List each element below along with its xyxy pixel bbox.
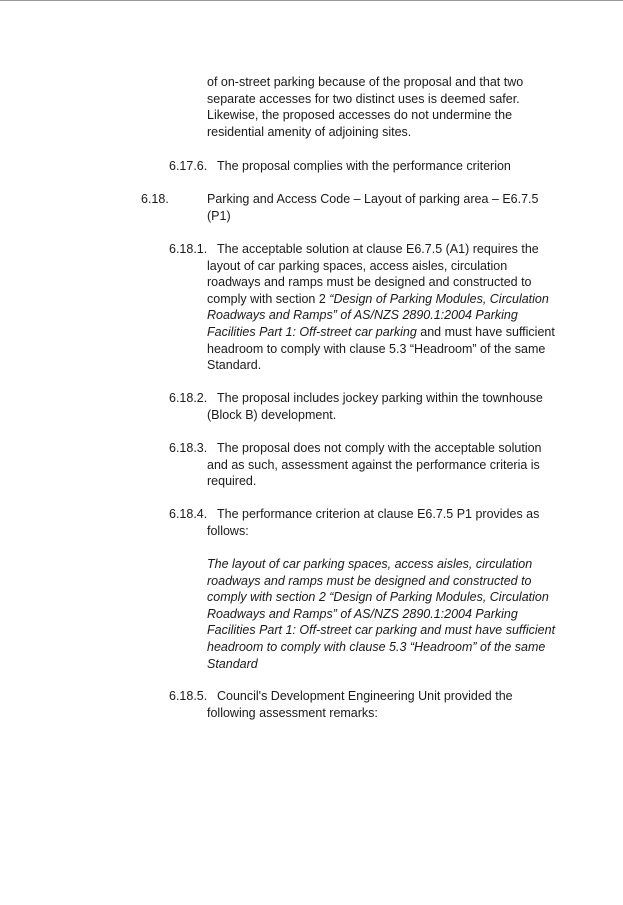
item-number: 6.18.5. — [169, 689, 208, 703]
quoted-criterion: The layout of car parking spaces, access aisles, circulation roadways and ramps must be designed and constructed to comply with section 2 “Design of Parking Modules, Circulation Roadways and Ramps” of AS/NZS 2890.1:2004 Parking Facilities Part 1: Off-street car parking and must have sufficient headroom to comply with clause 5.3 “Headroom” of the same Standard — [207, 557, 556, 671]
item-number: 6.17.6. — [169, 159, 208, 173]
item-text — [207, 241, 557, 374]
section-heading: Parking and Access Code – Layout of parking area – E6.7.5 (P1) — [207, 192, 539, 223]
section-number: 6.18. — [141, 192, 169, 206]
item-text-part: and must have sufficient headroom to comply with clause 5.3 “Headroom” of the same Standard. — [207, 324, 555, 373]
item-number: 6.18.1. — [169, 242, 208, 256]
item-number: 6.18.2. — [169, 391, 208, 405]
continuation-paragraph: of on-street parking because of the proposal and that two separate accesses for two distinct uses is deemed safer. Likewise, the proposed accesses do not undermine the residential amenity of adjoining sites. — [207, 75, 524, 139]
item-text: The proposal does not comply with the acceptable solution and as such, assessment against the performance criteria is required. — [207, 441, 542, 489]
standard-title: “Design of Parking Modules, Circulation Roadways and Ramps” of AS/NZS 2890.1:2004 Parking Facilities Part 1: Off-street car parking — [207, 291, 549, 339]
item-text: Council's Development Engineering Unit provided the following assessment remarks: — [207, 689, 513, 720]
item-text: The proposal includes jockey parking within the townhouse (Block B) development. — [207, 391, 543, 422]
item-number: 6.18.3. — [169, 441, 208, 455]
item-text: The performance criterion at clause E6.7.5 P1 provides as follows: — [207, 507, 540, 538]
item-text-part: The acceptable solution at clause E6.7.5 (A1) requires the layout of car parking spaces, access aisles, circulation roadways and ramps must be designed and constructed to comply with section 2 — [207, 242, 539, 306]
item-text: The proposal complies with the performance criterion — [217, 159, 511, 173]
item-number: 6.18.4. — [169, 507, 208, 521]
page-top-border — [0, 0, 623, 1]
